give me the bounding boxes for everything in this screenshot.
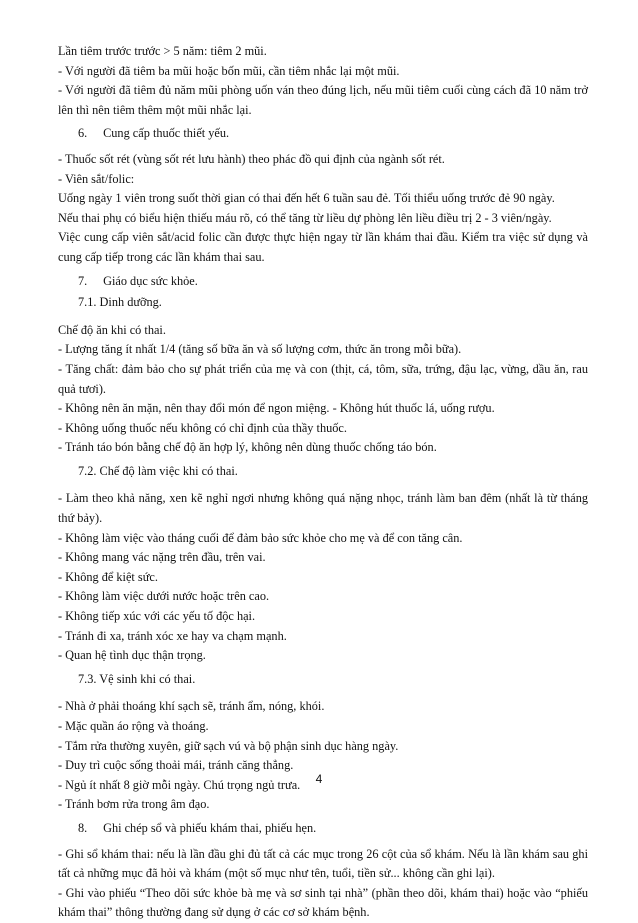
section-number: 7. — [78, 273, 88, 288]
section-7 — [58, 272, 588, 815]
paragraph: Chế độ ăn khi có thai. — [58, 322, 166, 337]
paragraph: - Không làm việc vào tháng cuối để đảm bảo sức khỏe cho mẹ và để con tăng cân. — [58, 530, 463, 545]
paragraph: - Với người đã tiêm đủ năm mũi phòng uốn ván theo đúng lịch, nếu mũi tiêm cuối cùng cách đã 10 năm trở lên thì nên tiêm thêm một mũi nhắc lại. — [58, 83, 588, 117]
paragraph: - Ngủ ít nhất 8 giờ mỗi ngày. Chú trọng ngủ trưa. — [58, 777, 301, 792]
section-title: Cung cấp thuốc thiết yếu. — [103, 126, 230, 141]
paragraph: - Tăng chất: đảm bảo cho sự phát triển của mẹ và con (thịt, cá, tôm, sữa, trứng, đậu lạc, vừng, dầu ăn, rau quả tươi). — [58, 361, 588, 396]
paragraph: - Tắm rửa thường xuyên, giữ sạch vú và bộ phận sinh dục hàng ngày. — [58, 738, 399, 753]
subsection-heading: 7.3. Vệ sinh khi có thai. — [78, 671, 196, 686]
paragraph: - Duy trì cuộc sống thoải mái, tránh căng thẳng. — [58, 758, 294, 773]
section-number: 6. — [78, 126, 88, 141]
paragraph: Lần tiêm trước trước > 5 năm: tiêm 2 mũi. — [58, 44, 267, 58]
paragraph: - Quan hệ tình dục thận trọng. — [58, 648, 206, 663]
subsection-heading: 7.1. Dinh dưỡng. — [78, 295, 162, 310]
section-number: 8. — [78, 820, 88, 835]
section-title: Giáo dục sức khỏe. — [103, 273, 198, 288]
section-heading — [78, 124, 588, 144]
paragraph: - Không tiếp xúc với các yếu tố độc hại. — [58, 609, 256, 624]
paragraph: - Tránh táo bón bằng chế độ ăn hợp lý, không nên dùng thuốc chống táo bón. — [58, 440, 437, 455]
section-8 — [58, 819, 588, 923]
paragraph: - Không nên ăn mặn, nên thay đổi món để ngon miệng. - Không hút thuốc lá, uống rượu. — [58, 401, 495, 416]
paragraph: - Không làm việc dưới nước hoặc trên cao. — [58, 589, 270, 604]
paragraph: - Lượng tăng ít nhất 1/4 (tăng số bữa ăn và số lượng cơm, thức ăn trong mỗi bữa). — [58, 342, 462, 357]
section-heading — [78, 819, 588, 839]
intro-block — [58, 42, 588, 120]
paragraph: - Mặc quần áo rộng và thoáng. — [58, 719, 209, 733]
paragraph: - Nhà ở phải thoáng khí sạch sẽ, tránh ẩm, nóng, khói. — [58, 699, 325, 714]
paragraph: - Tránh đi xa, tránh xóc xe hay va chạm mạnh. — [58, 628, 287, 643]
paragraph: - Ghi sổ khám thai: nếu là lần đầu ghi đủ tất cả các mục trong 26 cột của sổ khám. Nếu là lần khám sau ghi tất cả những mục đã hỏi và khám (một số mục như tên, tuổi, tiền sử... không cần ghi lại). — [58, 846, 588, 881]
section-heading — [78, 272, 588, 292]
paragraph: - Viên sắt/folic: — [58, 171, 135, 186]
page-number: 4 — [315, 772, 323, 786]
section-6 — [58, 124, 588, 267]
paragraph: Việc cung cấp viên sắt/acid folic cần được thực hiện ngay từ lần khám thai đầu. Kiểm tra việc sử dụng và cung cấp tiếp trong các lần khám thai sau. — [58, 230, 588, 264]
paragraph: - Không mang vác nặng trên đầu, trên vai. — [58, 550, 266, 565]
section-title: Ghi chép sổ và phiếu khám thai, phiếu hẹn. — [103, 820, 317, 835]
paragraph: Uống ngày 1 viên trong suốt thời gian có thai đến hết 6 tuần sau đẻ. Tối thiểu uống trước đẻ 90 ngày. — [58, 191, 555, 206]
paragraph: - Thuốc sốt rét (vùng sốt rét lưu hành) theo phác đồ qui định của ngành sốt rét. — [58, 151, 445, 166]
paragraph: - Làm theo khả năng, xen kẽ nghỉ ngơi nhưng không quá nặng nhọc, tránh làm ban đêm (nhất là từ tháng thứ bảy). — [58, 491, 588, 526]
paragraph: - Ghi vào phiếu “Theo dõi sức khỏe bà mẹ và sơ sinh tại nhà” (phần theo dõi, khám thai) hoặc vào “phiếu khám thai” thông thường đang sử dụng ở các cơ sở khám bệnh. — [58, 885, 588, 920]
paragraph: - Với người đã tiêm ba mũi hoặc bốn mũi, cần tiêm nhắc lại một mũi. — [58, 63, 400, 78]
paragraph: Nếu thai phụ có biểu hiện thiếu máu rõ, có thể tăng từ liều dự phòng lên liều điều trị 2 - 3 viên/ngày. — [58, 210, 552, 225]
paragraph: - Tránh bơm rửa trong âm đạo. — [58, 797, 210, 812]
paragraph: - Không để kiệt sức. — [58, 569, 158, 584]
subsection-heading: 7.2. Chế độ làm việc khi có thai. — [78, 463, 238, 478]
paragraph: - Không uống thuốc nếu không có chỉ định của thầy thuốc. — [58, 420, 347, 435]
